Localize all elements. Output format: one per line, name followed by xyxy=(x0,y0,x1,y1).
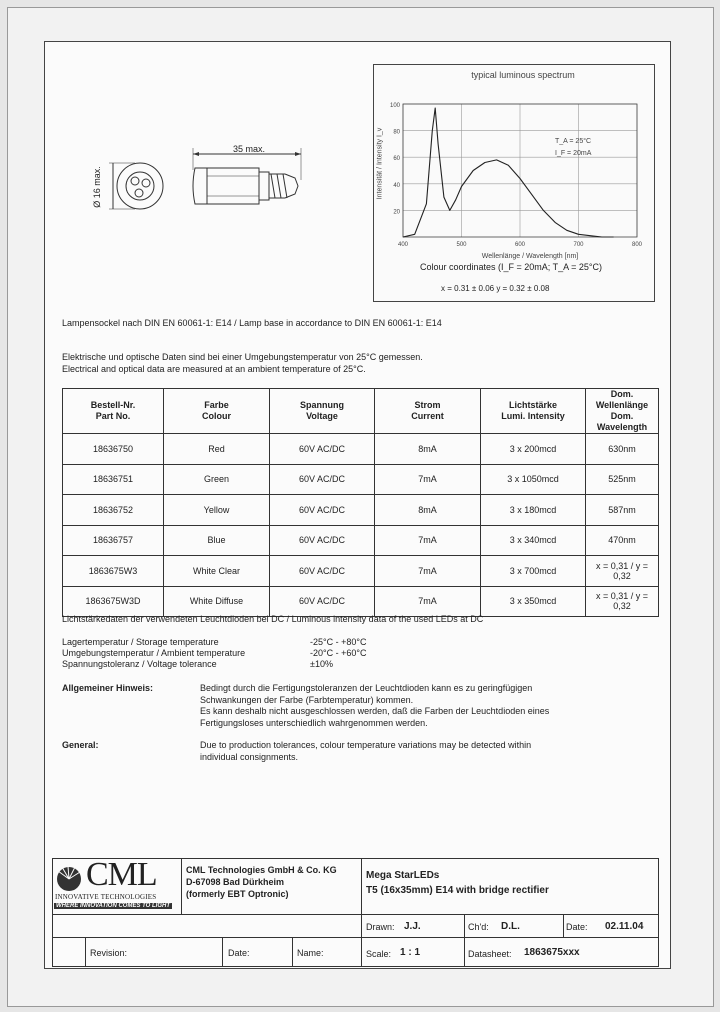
table-row xyxy=(63,525,659,556)
cell-current: 8mA xyxy=(375,434,481,465)
y-tick-label: 100 xyxy=(389,103,400,109)
titleblock-divider xyxy=(85,937,86,966)
logo-tagline: WHERE INNOVATION COMES TO LIGHT xyxy=(56,903,170,909)
cell-colour: Blue xyxy=(164,525,270,556)
titleblock-line xyxy=(52,937,659,938)
cell-intensity: 3 x 350mcd xyxy=(481,586,586,617)
header-part-no: Bestell-Nr. Part No. xyxy=(63,389,164,434)
note-line: individual consignments. xyxy=(200,751,299,762)
company-address: D-67098 Bad Dürkheim xyxy=(186,877,285,887)
chart-xlabel: Wellenlänge / Wavelength [nm] xyxy=(481,253,579,260)
titleblock-divider xyxy=(563,914,564,937)
titleblock-divider xyxy=(181,858,182,914)
cell-part-no: 1863675W3D xyxy=(63,586,164,617)
titleblock-right xyxy=(658,858,659,966)
cell-part-no: 18636752 xyxy=(63,495,164,526)
table-header-row xyxy=(63,389,659,434)
datasheet-label: Datasheet: xyxy=(468,949,512,959)
lamp-side-body xyxy=(207,168,259,204)
lamp-thread xyxy=(269,174,287,198)
datasheet-value: 1863675xxx xyxy=(524,947,580,958)
conditions-en: Electrical and optical data are measured at an ambient temperature of 25°C. xyxy=(62,364,366,374)
cell-current: 8mA xyxy=(375,495,481,526)
length-label: 35 max. xyxy=(233,144,266,154)
cell-part-no: 18636750 xyxy=(63,434,164,465)
legend-if: I_F = 20mA xyxy=(555,150,592,157)
note-line: Fertigungsloses unterschiedlich wahrgenommen werden. xyxy=(200,717,428,728)
socket-text: Lampensockel nach DIN EN 60061-1: E14 / Lamp base in accordance to DIN EN 60061-1: E14 xyxy=(62,318,442,328)
product-block xyxy=(366,868,549,898)
spec-table xyxy=(62,388,659,617)
y-tick-label: 20 xyxy=(393,209,400,216)
note-line: Due to production tolerances, colour temperature variations may be detected within xyxy=(200,740,532,750)
x-tick-label: 700 xyxy=(573,242,584,248)
x-tick-label: 600 xyxy=(514,242,526,248)
cell-intensity: 3 x 180mcd xyxy=(481,495,586,526)
x-tick-label: 500 xyxy=(456,242,467,248)
cell-wavelength: 470nm xyxy=(586,525,659,556)
xy-coordinates: x = 0.31 ± 0.06 y = 0.32 ± 0.08 xyxy=(441,284,550,293)
cell-intensity: 3 x 200mcd xyxy=(481,434,586,465)
x-tick-label: 400 xyxy=(397,242,409,248)
titleblock-left xyxy=(52,858,53,966)
y-tick-label: 40 xyxy=(393,182,400,189)
lamp-drawing xyxy=(95,140,330,230)
titleblock-bottom xyxy=(52,966,659,967)
header-current: Strom Current xyxy=(375,389,481,434)
cell-voltage: 60V AC/DC xyxy=(270,525,375,556)
company-name: CML Technologies GmbH & Co. KG xyxy=(186,865,337,875)
titleblock-divider xyxy=(292,937,293,966)
general-note-de xyxy=(200,683,549,729)
colour-coordinates: Colour coordinates (I_F = 20mA; T_A = 25°C) xyxy=(420,262,603,272)
table-row xyxy=(63,464,659,495)
cell-part-no: 18636751 xyxy=(63,464,164,495)
cell-wavelength: x = 0,31 / y = 0,32 xyxy=(586,586,659,617)
cell-current: 7mA xyxy=(375,556,481,587)
table-row xyxy=(63,434,659,465)
note-line: Schwankungen der Farbe (Farbtemperatur) kommen. xyxy=(200,694,414,705)
chart-title: typical luminous spectrum xyxy=(471,70,575,80)
led-dot xyxy=(131,177,139,185)
cell-voltage: 60V AC/DC xyxy=(270,464,375,495)
checked-label: Ch'd: xyxy=(468,922,489,932)
drawn-label: Drawn: xyxy=(366,922,395,932)
led-dot xyxy=(135,189,143,197)
cell-voltage: 60V AC/DC xyxy=(270,495,375,526)
company-block xyxy=(186,864,337,900)
revision-date-label: Date: xyxy=(228,948,250,958)
checked-value: D.L. xyxy=(501,921,520,932)
scale-value: 1 : 1 xyxy=(400,947,421,958)
header-intensity: Lichtstärke Lumi. Intensity xyxy=(481,389,586,434)
cell-colour: Red xyxy=(164,434,270,465)
date-value: 02.11.04 xyxy=(605,921,644,932)
cell-intensity: 3 x 340mcd xyxy=(481,525,586,556)
cell-voltage: 60V AC/DC xyxy=(270,556,375,587)
luminous-note: Lichtstärkedaten der verwendeten Leuchtdioden bei DC / Luminous intensity data of the used LEDs at DC xyxy=(62,614,484,624)
logo-sub: INNOVATIVE TECHNOLOGIES xyxy=(55,893,157,901)
note-line: Es kann deshalb nicht ausgeschlossen werden, daß die Farben der Leuchtdioden eines xyxy=(200,706,550,716)
general-note-en xyxy=(200,740,531,763)
x-tick-label: 800 xyxy=(631,242,643,248)
cell-voltage: 60V AC/DC xyxy=(270,434,375,465)
cell-wavelength: 587nm xyxy=(586,495,659,526)
cell-colour: White Clear xyxy=(164,556,270,587)
y-tick-label: 80 xyxy=(393,129,400,136)
cell-colour: White Diffuse xyxy=(164,586,270,617)
product-subtitle: T5 (16x35mm) E14 with bridge rectifier xyxy=(366,885,549,896)
cell-intensity: 3 x 1050mcd xyxy=(481,464,586,495)
table-row xyxy=(63,495,659,526)
cell-current: 7mA xyxy=(375,464,481,495)
led-dot xyxy=(142,179,150,187)
note-line: Bedingt durch die Fertigungstoleranzen der Leuchtdioden kann es zu geringfügigen xyxy=(200,683,533,693)
date-label: Date: xyxy=(566,922,588,932)
diameter-label: Ø 16 max. xyxy=(92,166,102,208)
cml-logo-icon xyxy=(54,861,86,893)
table-row xyxy=(63,586,659,617)
product-title: Mega StarLEDs xyxy=(366,870,440,881)
revision-label: Revision: xyxy=(90,948,128,958)
temp-label: Lagertemperatur / Storage temperature xyxy=(62,637,219,647)
y-tick-label: 60 xyxy=(393,156,400,163)
cell-wavelength: 525nm xyxy=(586,464,659,495)
lamp-side-cap xyxy=(193,168,207,204)
header-colour: Farbe Colour xyxy=(164,389,270,434)
lamp-base-tip xyxy=(285,174,298,198)
table-row xyxy=(63,556,659,587)
temp-label: Spannungstoleranz / Voltage tolerance xyxy=(62,659,217,669)
temp-value: -20°C - +60°C xyxy=(310,648,367,658)
legend-ta: T_A = 25°C xyxy=(555,138,592,145)
lamp-front-outline xyxy=(117,163,163,209)
temp-label: Umgebungstemperatur / Ambient temperature xyxy=(62,648,246,658)
cell-part-no: 18636757 xyxy=(63,525,164,556)
temp-value: -25°C - +80°C xyxy=(310,637,367,647)
company-former: (formerly EBT Optronic) xyxy=(186,889,289,899)
general-note-de-label: Allgemeiner Hinweis: xyxy=(62,683,154,693)
cell-part-no: 1863675W3 xyxy=(63,556,164,587)
titleblock-divider xyxy=(361,858,362,966)
cell-wavelength: x = 0,31 / y = 0,32 xyxy=(586,556,659,587)
cell-wavelength: 630nm xyxy=(586,434,659,465)
titleblock-divider xyxy=(222,937,223,966)
logo-name: CML xyxy=(86,856,157,893)
cell-intensity: 3 x 700mcd xyxy=(481,556,586,587)
chart-ylabel: Intensität / Intensity I_v xyxy=(376,127,384,200)
revision-name-label: Name: xyxy=(297,948,324,958)
cell-colour: Yellow xyxy=(164,495,270,526)
conditions-de: Elektrische und optische Daten sind bei einer Umgebungstemperatur von 25°C gemessen. xyxy=(62,352,423,362)
temp-value: ±10% xyxy=(310,659,333,669)
scale-label: Scale: xyxy=(366,949,392,959)
cell-current: 7mA xyxy=(375,586,481,617)
drawn-value: J.J. xyxy=(404,921,421,932)
header-voltage: Spannung Voltage xyxy=(270,389,375,434)
cell-current: 7mA xyxy=(375,525,481,556)
spectrum-line xyxy=(403,108,614,237)
titleblock-divider xyxy=(464,914,465,966)
cell-voltage: 60V AC/DC xyxy=(270,586,375,617)
cell-colour: Green xyxy=(164,464,270,495)
lamp-front-inner xyxy=(126,172,154,200)
header-wavelength: Dom. Wellenlänge Dom. Wavelength xyxy=(586,389,659,434)
general-note-en-label: General: xyxy=(62,740,99,750)
titleblock-line xyxy=(52,914,659,915)
lamp-side-ring xyxy=(259,172,269,200)
